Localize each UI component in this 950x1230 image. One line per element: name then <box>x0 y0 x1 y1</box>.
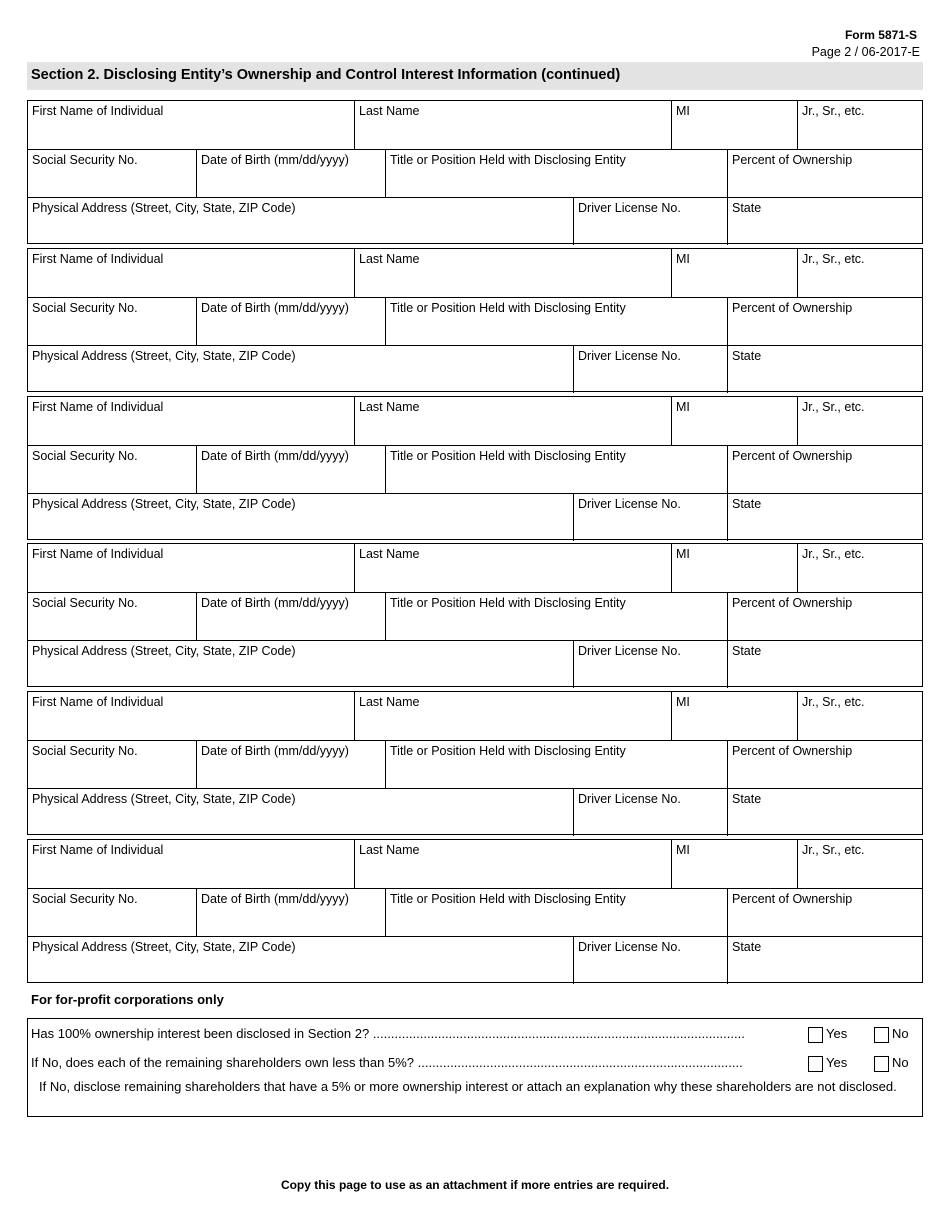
physical-address-field[interactable] <box>28 937 573 984</box>
field-label: Percent of Ownership <box>732 153 853 167</box>
state-field[interactable] <box>727 198 923 245</box>
physical-address-field[interactable] <box>28 198 573 245</box>
question-row-2 <box>28 1052 922 1074</box>
last-name-field[interactable] <box>354 249 671 297</box>
individual-entry-4 <box>27 543 923 687</box>
last-name-field[interactable] <box>354 397 671 445</box>
suffix-field[interactable] <box>797 397 923 445</box>
mi-field[interactable] <box>671 397 797 445</box>
entry-row <box>28 397 922 445</box>
percent-ownership-field[interactable] <box>727 298 923 345</box>
percent-ownership-field[interactable] <box>727 889 923 936</box>
individual-entry-1 <box>27 100 923 244</box>
field-label: Percent of Ownership <box>732 892 853 906</box>
mi-field[interactable] <box>671 692 797 740</box>
field-label: First Name of Individual <box>32 843 164 857</box>
field-label: Last Name <box>359 695 420 709</box>
field-label: State <box>732 644 762 658</box>
entry-row <box>28 345 922 393</box>
field-label: Jr., Sr., etc. <box>802 695 865 709</box>
driver-license-field[interactable] <box>573 346 727 393</box>
entry-row <box>28 840 922 888</box>
driver-license-field[interactable] <box>573 789 727 836</box>
shareholder-disclosure-note: If No, disclose remaining shareholders that have a 5% or more ownership interest or attach an explanation why these shareholders are not disclosed. <box>39 1079 897 1094</box>
q2-yes-checkbox[interactable] <box>808 1056 823 1072</box>
field-label: Percent of Ownership <box>732 596 853 610</box>
for-profit-title: For for-profit corporations only <box>31 992 224 1007</box>
field-label: First Name of Individual <box>32 104 164 118</box>
question-2: If No, does each of the remaining shareholders own less than 5%? .......................................................................................... <box>31 1055 743 1070</box>
first-name-field[interactable] <box>28 249 354 297</box>
ssn-field[interactable] <box>28 298 196 345</box>
entry-row <box>28 297 922 345</box>
individual-entry-5 <box>27 691 923 835</box>
physical-address-field[interactable] <box>28 346 573 393</box>
suffix-field[interactable] <box>797 249 923 297</box>
date-of-birth-field[interactable] <box>196 741 385 788</box>
field-label: State <box>732 792 762 806</box>
q1-no-checkbox[interactable] <box>874 1027 889 1043</box>
field-label: Jr., Sr., etc. <box>802 843 865 857</box>
field-label: Jr., Sr., etc. <box>802 547 865 561</box>
field-label: Title or Position Held with Disclosing Entity <box>390 892 626 906</box>
mi-field[interactable] <box>671 840 797 888</box>
field-label: Date of Birth (mm/dd/yyyy) <box>201 596 349 610</box>
field-label: Social Security No. <box>32 596 138 610</box>
field-label: MI <box>676 547 690 561</box>
entry-row <box>28 197 922 245</box>
title-position-field[interactable] <box>385 446 727 493</box>
field-label: First Name of Individual <box>32 695 164 709</box>
last-name-field[interactable] <box>354 692 671 740</box>
field-label: Title or Position Held with Disclosing Entity <box>390 153 626 167</box>
field-label: Physical Address (Street, City, State, ZIP Code) <box>32 940 296 954</box>
suffix-field[interactable] <box>797 840 923 888</box>
state-field[interactable] <box>727 346 923 393</box>
entry-row <box>28 592 922 640</box>
entry-row <box>28 936 922 984</box>
title-position-field[interactable] <box>385 889 727 936</box>
physical-address-field[interactable] <box>28 789 573 836</box>
field-label: Physical Address (Street, City, State, ZIP Code) <box>32 349 296 363</box>
field-label: State <box>732 201 762 215</box>
field-label: Date of Birth (mm/dd/yyyy) <box>201 892 349 906</box>
field-label: Driver License No. <box>578 940 681 954</box>
entry-row <box>28 544 922 592</box>
field-label: Driver License No. <box>578 644 681 658</box>
individual-entry-3 <box>27 396 923 540</box>
driver-license-field[interactable] <box>573 198 727 245</box>
individual-entry-2 <box>27 248 923 392</box>
suffix-field[interactable] <box>797 101 923 149</box>
driver-license-field[interactable] <box>573 641 727 688</box>
mi-field[interactable] <box>671 544 797 592</box>
field-label: Jr., Sr., etc. <box>802 400 865 414</box>
field-label: Percent of Ownership <box>732 744 853 758</box>
field-label: Jr., Sr., etc. <box>802 104 865 118</box>
entry-row <box>28 249 922 297</box>
ssn-field[interactable] <box>28 741 196 788</box>
first-name-field[interactable] <box>28 101 354 149</box>
field-label: State <box>732 940 762 954</box>
field-label: Last Name <box>359 843 420 857</box>
title-position-field[interactable] <box>385 150 727 197</box>
field-label: MI <box>676 695 690 709</box>
entry-row <box>28 101 922 149</box>
entry-row <box>28 640 922 688</box>
entry-row <box>28 740 922 788</box>
ssn-field[interactable] <box>28 889 196 936</box>
form-number: Form 5871-S <box>844 28 917 42</box>
page-info: Page 2 / 06-2017-E <box>811 45 920 59</box>
field-label: Last Name <box>359 400 420 414</box>
percent-ownership-field[interactable] <box>727 150 923 197</box>
field-label: Social Security No. <box>32 744 138 758</box>
field-label: MI <box>676 104 690 118</box>
driver-license-field[interactable] <box>573 494 727 541</box>
entry-row <box>28 888 922 936</box>
field-label: Driver License No. <box>578 201 681 215</box>
entry-row <box>28 788 922 836</box>
entry-row <box>28 692 922 740</box>
field-label: Physical Address (Street, City, State, ZIP Code) <box>32 792 296 806</box>
state-field[interactable] <box>727 937 923 984</box>
mi-field[interactable] <box>671 249 797 297</box>
question-row-1 <box>28 1023 922 1045</box>
title-position-field[interactable] <box>385 593 727 640</box>
field-label: Physical Address (Street, City, State, ZIP Code) <box>32 644 296 658</box>
q1-no-label: No <box>892 1026 909 1041</box>
last-name-field[interactable] <box>354 544 671 592</box>
entry-row <box>28 493 922 541</box>
field-label: Driver License No. <box>578 497 681 511</box>
individual-entry-6 <box>27 839 923 983</box>
field-label: Driver License No. <box>578 792 681 806</box>
state-field[interactable] <box>727 494 923 541</box>
mi-field[interactable] <box>671 101 797 149</box>
entry-row <box>28 445 922 493</box>
field-label: Title or Position Held with Disclosing Entity <box>390 744 626 758</box>
field-label: Percent of Ownership <box>732 301 853 315</box>
last-name-field[interactable] <box>354 840 671 888</box>
footer-note: Copy this page to use as an attachment if more entries are required. <box>280 1178 670 1192</box>
field-label: Physical Address (Street, City, State, ZIP Code) <box>32 497 296 511</box>
field-label: Last Name <box>359 547 420 561</box>
percent-ownership-field[interactable] <box>727 741 923 788</box>
field-label: State <box>732 349 762 363</box>
field-label: MI <box>676 252 690 266</box>
date-of-birth-field[interactable] <box>196 593 385 640</box>
entry-row <box>28 149 922 197</box>
suffix-field[interactable] <box>797 544 923 592</box>
last-name-field[interactable] <box>354 101 671 149</box>
q2-yes-label: Yes <box>826 1055 848 1070</box>
field-label: Percent of Ownership <box>732 449 853 463</box>
percent-ownership-field[interactable] <box>727 593 923 640</box>
field-label: MI <box>676 843 690 857</box>
field-label: First Name of Individual <box>32 400 164 414</box>
field-label: Title or Position Held with Disclosing Entity <box>390 596 626 610</box>
field-label: Last Name <box>359 252 420 266</box>
field-label: State <box>732 497 762 511</box>
ssn-field[interactable] <box>28 150 196 197</box>
state-field[interactable] <box>727 789 923 836</box>
field-label: Physical Address (Street, City, State, ZIP Code) <box>32 201 296 215</box>
field-label: MI <box>676 400 690 414</box>
ssn-field[interactable] <box>28 446 196 493</box>
field-label: Jr., Sr., etc. <box>802 252 865 266</box>
first-name-field[interactable] <box>28 397 354 445</box>
field-label: Date of Birth (mm/dd/yyyy) <box>201 153 349 167</box>
for-profit-box <box>27 1018 923 1117</box>
q2-no-label: No <box>892 1055 909 1070</box>
q1-yes-label: Yes <box>826 1026 848 1041</box>
field-label: Social Security No. <box>32 153 138 167</box>
title-position-field[interactable] <box>385 741 727 788</box>
date-of-birth-field[interactable] <box>196 889 385 936</box>
q2-no-checkbox[interactable] <box>874 1056 889 1072</box>
field-label: Title or Position Held with Disclosing Entity <box>390 301 626 315</box>
field-label: First Name of Individual <box>32 252 164 266</box>
first-name-field[interactable] <box>28 544 354 592</box>
field-label: Last Name <box>359 104 420 118</box>
date-of-birth-field[interactable] <box>196 298 385 345</box>
physical-address-field[interactable] <box>28 641 573 688</box>
first-name-field[interactable] <box>28 840 354 888</box>
title-position-field[interactable] <box>385 298 727 345</box>
field-label: First Name of Individual <box>32 547 164 561</box>
suffix-field[interactable] <box>797 692 923 740</box>
section-title: Section 2. Disclosing Entity’s Ownership and Control Interest Information (continued) <box>31 67 621 83</box>
date-of-birth-field[interactable] <box>196 446 385 493</box>
physical-address-field[interactable] <box>28 494 573 541</box>
field-label: Date of Birth (mm/dd/yyyy) <box>201 449 349 463</box>
first-name-field[interactable] <box>28 692 354 740</box>
date-of-birth-field[interactable] <box>196 150 385 197</box>
field-label: Date of Birth (mm/dd/yyyy) <box>201 301 349 315</box>
q1-yes-checkbox[interactable] <box>808 1027 823 1043</box>
field-label: Social Security No. <box>32 449 138 463</box>
question-1: Has 100% ownership interest been disclosed in Section 2? ....................................................................................................... <box>31 1026 745 1041</box>
field-label: Title or Position Held with Disclosing Entity <box>390 449 626 463</box>
field-label: Driver License No. <box>578 349 681 363</box>
field-label: Date of Birth (mm/dd/yyyy) <box>201 744 349 758</box>
field-label: Social Security No. <box>32 892 138 906</box>
state-field[interactable] <box>727 641 923 688</box>
driver-license-field[interactable] <box>573 937 727 984</box>
ssn-field[interactable] <box>28 593 196 640</box>
percent-ownership-field[interactable] <box>727 446 923 493</box>
field-label: Social Security No. <box>32 301 138 315</box>
